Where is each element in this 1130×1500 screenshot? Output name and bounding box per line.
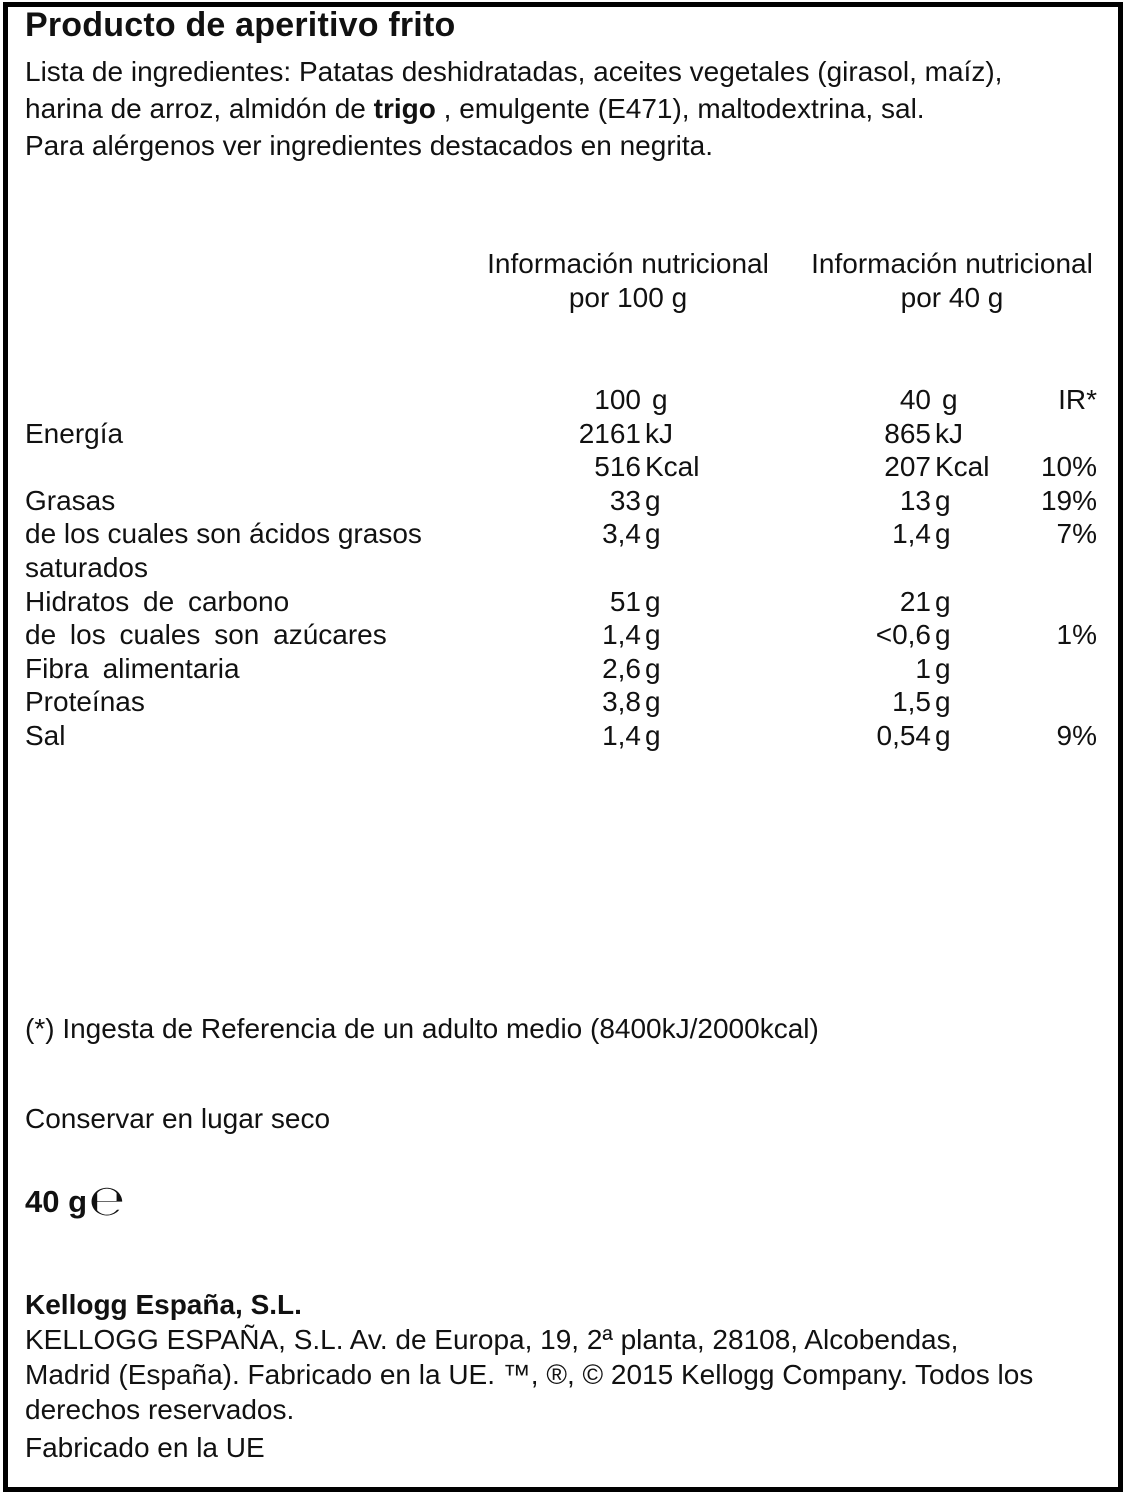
nutrition-table-row [0,417,1130,451]
n-unit-per-100g: g [645,652,661,684]
n-value-per-40g: 1,5 [892,686,931,718]
nutrition-table-row [0,450,1130,484]
made-in-eu-note: Fabricado en la UE [25,1432,265,1463]
product-title: Producto de aperitivo frito [25,6,456,44]
n-value-per-100g: 1,4 [602,720,641,751]
n-reference-intake-pct: 10% [1040,451,1097,483]
n-row-label: de los cuales son ácidos grasos [25,518,422,550]
manufacturer-address-line-1: KELLOGG ESPAÑA, S.L. Av. de Europa, 19, 2ª planta, 28108, Alcobendas, [25,1324,959,1355]
n-unit-per-100g: g [645,518,661,550]
nutrition-header-per-100g-line-2: por 100 g [568,282,688,313]
n-value-per-40g: <0,6 [875,619,931,651]
n-unit-per-40g: g [935,652,951,684]
n-unit-per-40g: g [935,720,951,751]
n-value-per-40g: 207 [884,451,931,483]
n-unit-per-100g: g [645,720,661,751]
storage-instructions: Conservar en lugar seco [25,1103,331,1134]
nutrition-header-per-40g-line-2: por 40 g [900,282,1004,313]
n-unit-per-40g: g [942,384,958,415]
n-reference-intake-pct: 9% [1056,720,1097,751]
nutrition-table-units-row [0,383,1130,417]
n-row-label: Grasas [25,484,116,516]
nutrition-table-row [0,484,1130,518]
net-weight-value: 40 g [25,1184,88,1219]
n-value-per-100g: 3,8 [602,686,641,718]
n-row-label: Proteínas [25,686,145,718]
n-unit-per-40g: g [935,585,951,617]
n-row-label: Energía [25,417,124,449]
ingredients-line-1: Lista de ingredientes: Patatas deshidratadas, aceites vegetales (girasol, maíz), [25,56,1003,87]
ingredients-line-2 [25,90,1095,127]
n-value-per-100g: 2161 [578,417,641,449]
n-value-per-100g: 51 [609,585,641,617]
n-unit-per-100g: g [652,384,668,415]
n-value-per-40g: 21 [899,585,931,617]
nutrition-header-per-100g [468,247,788,315]
nutrition-table [0,383,1130,763]
n-value-per-40g: 865 [884,417,931,449]
net-weight [25,1173,125,1225]
n-unit-per-100g: g [645,585,661,617]
n-value-per-40g: 13 [899,484,931,516]
n-value-per-100g: 2,6 [602,652,641,684]
allergen-highlight: trigo [373,93,436,124]
n-unit-per-100g: g [645,686,661,718]
n-reference-intake-pct: 7% [1056,518,1097,550]
ingredients-line-2-post: , emulgente (E471), maltodextrina, sal. [435,93,925,124]
nutrition-header-per-100g-line-1: Información nutricional [487,248,769,279]
n-value-per-100g: 1,4 [602,619,641,651]
nutrition-table-row [0,719,1130,753]
nutrition-table-row [0,517,1130,551]
estimated-sign: ℮ [89,1176,125,1225]
manufacturer-name: Kellogg España, S.L. [25,1289,302,1320]
allergen-note: Para alérgenos ver ingredientes destacados en negrita. [25,130,713,161]
manufacturer-address-line-2: Madrid (España). Fabricado en la UE. ™, ®, © 2015 Kellogg Company. Todos los [25,1359,1034,1390]
n-unit-per-40g: g [935,686,951,718]
n-value-per-100g: 516 [594,451,641,483]
reference-intake-footnote: (*) Ingesta de Referencia de un adulto medio (8400kJ/2000kcal) [25,1013,819,1044]
n-unit-per-100g: Kcal [645,451,700,483]
n-value-per-40g: 1 [915,652,931,684]
nutrition-table-row [0,551,1130,585]
nutrition-table-row [0,585,1130,619]
ingredients-section [25,53,1095,164]
n-row-label: Fibra alimentaria [25,652,240,684]
manufacturer-address [25,1322,1115,1427]
n-unit-per-100g: g [645,484,661,516]
n-unit-per-40g: g [935,518,951,550]
ingredients-line-2-pre: harina de arroz, almidón de [25,93,374,124]
n-row-label: saturados [25,552,148,583]
n-reference-intake-pct: IR* [1058,384,1097,415]
n-value-per-100g: 100 [594,384,641,415]
n-reference-intake-pct: 1% [1056,619,1097,651]
n-value-per-40g: 40 [899,384,931,415]
manufacturer-address-line-3: derechos reservados. [25,1394,295,1425]
n-unit-per-40g: g [935,484,951,516]
n-unit-per-40g: kJ [935,417,963,449]
n-value-per-100g: 33 [609,484,641,516]
nutrition-header-per-40g [792,247,1112,315]
n-row-label: Sal [25,720,66,751]
n-unit-per-100g: kJ [645,417,673,449]
n-unit-per-40g: Kcal [935,451,990,483]
n-row-label: Hidratos de carbono [25,585,290,617]
n-value-per-40g: 1,4 [892,518,931,550]
n-value-per-100g: 3,4 [602,518,641,550]
n-unit-per-100g: g [645,619,661,651]
nutrition-table-row [0,685,1130,719]
nutrition-header-per-40g-line-1: Información nutricional [811,248,1093,279]
n-unit-per-40g: g [935,619,951,651]
n-row-label: de los cuales son azúcares [25,619,387,651]
nutrition-table-row [0,652,1130,686]
n-value-per-40g: 0,54 [876,720,931,751]
nutrition-table-row [0,618,1130,652]
n-reference-intake-pct: 19% [1040,484,1097,516]
